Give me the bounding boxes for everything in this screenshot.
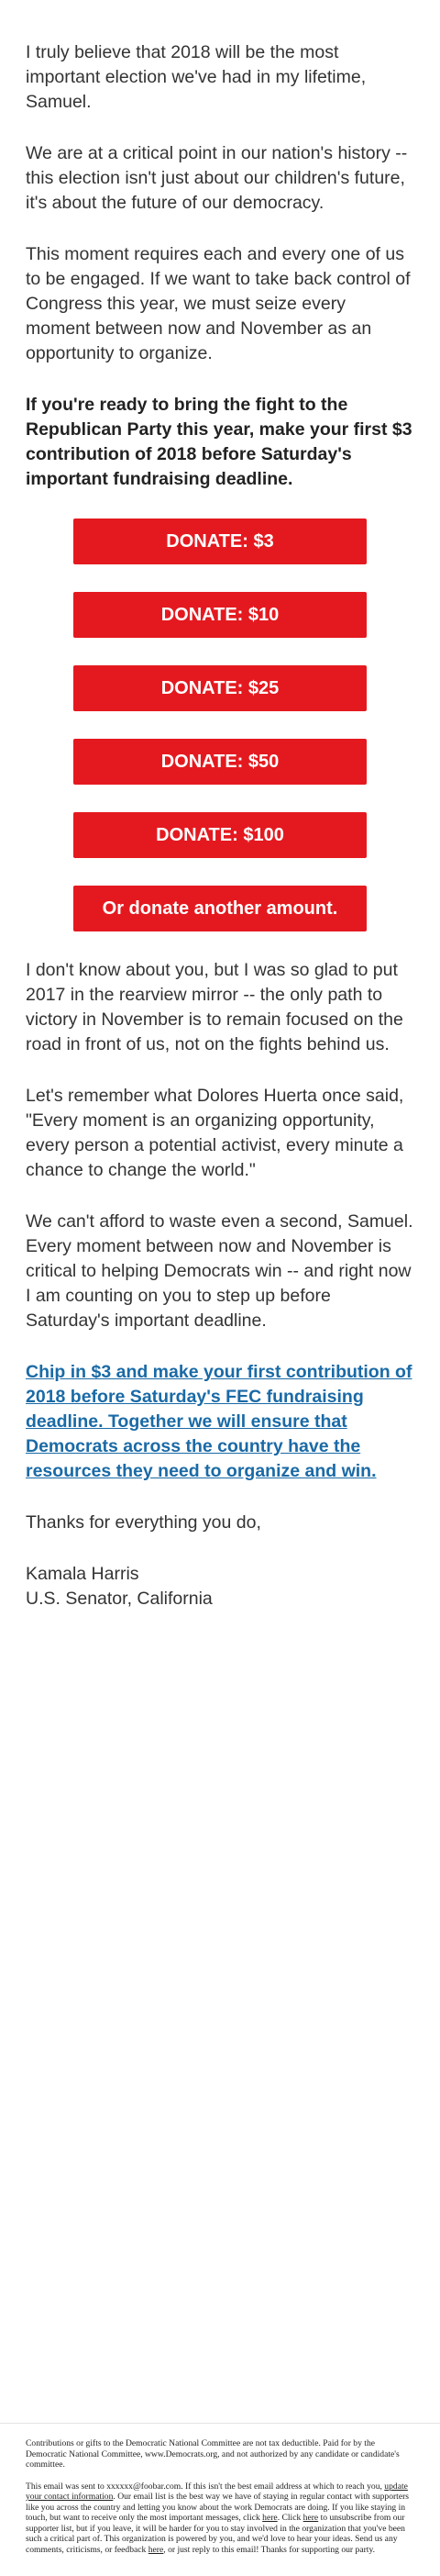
intro-paragraph: I truly believe that 2018 will be the most important election we've had in my lifetime, Samuel.: [26, 42, 367, 112]
unsubscribe-link[interactable]: here: [302, 2513, 319, 2523]
quote-paragraph: Let's remember what Dolores Huerta once said, "Every moment is an organizing opportunity, every person a potential activist, every minute a chance to change the world.": [26, 1086, 404, 1180]
counting-on-you-paragraph: We can't afford to waste even a second, Samuel. Every moment between now and November is critical to helping Democrats win -- and right now I am counting on you to step up before Saturday's important deadline.: [26, 1211, 413, 1331]
feedback-link[interactable]: here: [148, 2544, 164, 2555]
donate-3-button[interactable]: DONATE: $3: [73, 519, 367, 564]
donate-25-button[interactable]: DONATE: $25: [73, 665, 367, 711]
rearview-paragraph: I don't know about you, but I was so glad to put 2017 in the rearview mirror -- the only path to victory in November is to remain focused on the road in front of us, not on the fights behind us.: [26, 960, 403, 1054]
donate-button-group: [26, 519, 414, 931]
chip-in-link[interactable]: Chip in $3 and make your first contribution of 2018 before Saturday's FEC fundraising deadline. Together we will ensure that Democrats across the country have the resources they need to organize and win.: [26, 1362, 412, 1481]
footer-text-4: to unsubscribe from our supporter list, but if you leave, it will be harder for you to stay involved in the organization that you've been such a critical part of. This organization is powered by you, and we'd love to hear your ideas. Send us any comments, criticisms, or feedback: [26, 2513, 405, 2555]
donate-50-button[interactable]: DONATE: $50: [73, 739, 367, 785]
email-body: [26, 40, 414, 1611]
footer-text-5: , or just reply to this email! Thanks for supporting our party.: [163, 2544, 376, 2555]
critical-point-paragraph: We are at a critical point in our nation's history -- this election isn't just about our children's future, it's about the future of our democracy.: [26, 143, 408, 213]
donate-other-amount-button[interactable]: Or donate another amount.: [73, 886, 367, 931]
footer-text-2: . Our email list is the best way we have of staying in regular contact with supporters like you across the country and letting you know about the work Democrats are doing. If you like staying in touch, but want to receive only the most important messages, click: [26, 2492, 410, 2523]
email-footer: [0, 2423, 440, 2566]
signature-name: Kamala Harris: [26, 1564, 139, 1584]
important-messages-link[interactable]: here: [262, 2513, 278, 2523]
signature-block: [26, 1562, 414, 1611]
footer-text-1: This email was sent to xxxxxx@foobar.com. If this isn't the best email address at which to reach you,: [26, 2481, 385, 2492]
footer-notice: [26, 2481, 414, 2556]
signature-title: U.S. Senator, California: [26, 1589, 213, 1609]
update-contact-link[interactable]: update your contact information: [26, 2481, 408, 2502]
footer-disclaimer: Contributions or gifts to the Democratic National Committee are not tax deductible. Paid for by the Democratic National Committee, www.Democrats.org, and not authorized by any candidate or candidate's committee.: [26, 2438, 400, 2470]
donate-100-button[interactable]: DONATE: $100: [73, 812, 367, 858]
footer-text-3: . Click: [277, 2513, 303, 2523]
thanks-paragraph: Thanks for everything you do,: [26, 1512, 261, 1533]
donate-10-button[interactable]: DONATE: $10: [73, 592, 367, 638]
engagement-paragraph: This moment requires each and every one of us to be engaged. If we want to take back control of Congress this year, we must seize every moment between now and November as an opportunity to organize.: [26, 244, 411, 363]
ask-paragraph: If you're ready to bring the fight to the Republican Party this year, make your first $3 contribution of 2018 before Saturday's important fundraising deadline.: [26, 395, 412, 489]
chip-in-paragraph: [26, 1360, 414, 1484]
